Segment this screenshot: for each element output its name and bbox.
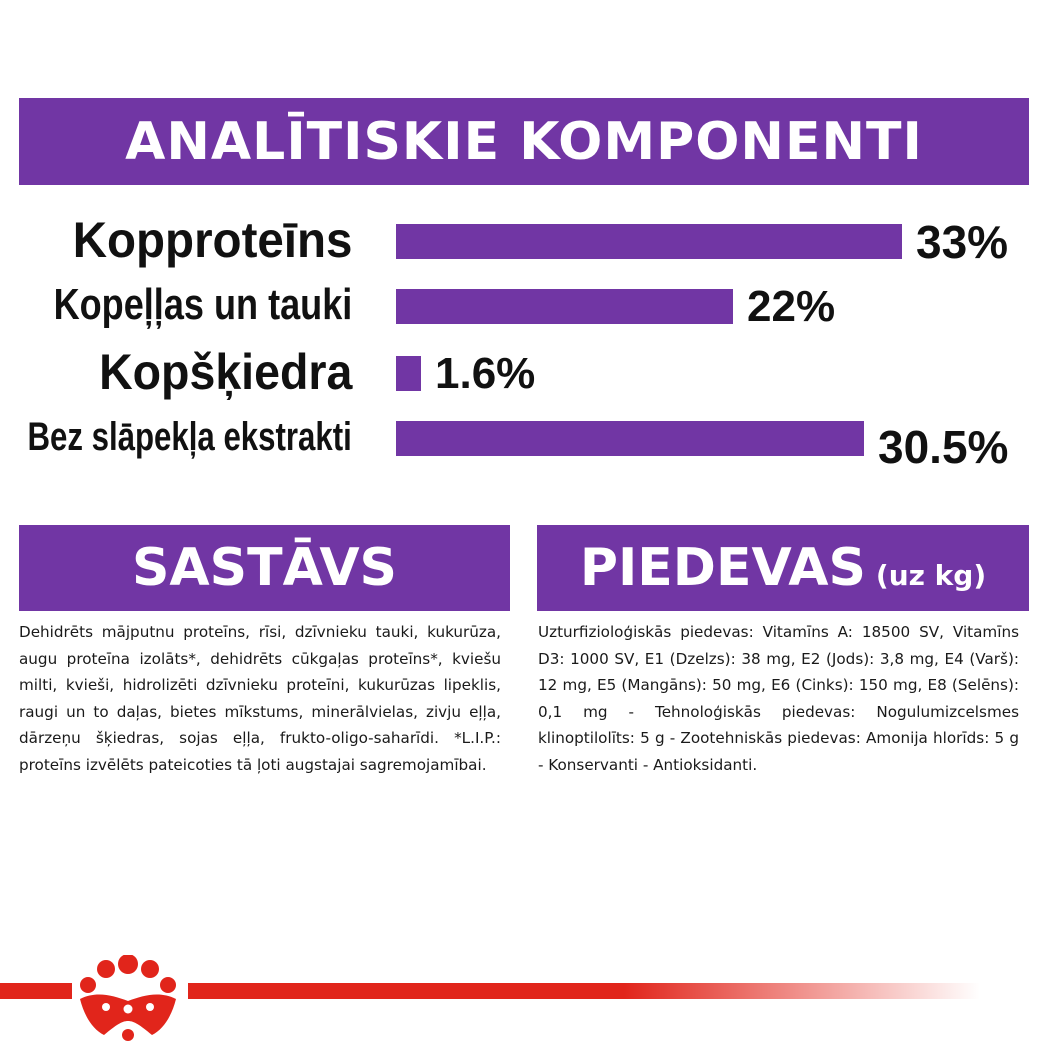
bar-value-label: 33% [916, 215, 1009, 268]
bar-value-label: 30.5% [878, 420, 1009, 473]
bar [396, 421, 864, 456]
bar [396, 224, 902, 259]
analysis-title: ANALĪTISKIE KOMPONENTI [19, 98, 1029, 185]
additives-title-suffix: (uz kg) [875, 558, 987, 592]
bar-label: Kopproteīns [72, 211, 352, 268]
additives-text: Uzturfizioloģiskās piedevas: Vitamīns A: 18500 SV, Vitamīns D3: 1000 SV, E1 (Dzelzs): 38 mg, E2 (Jods): 3,8 mg, E4 (Varš): 12 mg, E5 (Mangāns): 50 mg, E6 (Cinks): 150 mg, E8 (Selēns): 0,1 mg - Tehnoloģiskās piedevas: Nogulumizcelsmes klinoptilolīts: 5 g - Zootehniskās piedevas: Amonija hlorīds: 5 g - Konservanti - Antioksidanti. [538, 623, 1019, 774]
footer-line-right [188, 983, 980, 999]
crown-icon [72, 955, 184, 1045]
bar-label: Kopšķiedra [98, 343, 352, 400]
composition-title: SASTĀVS [19, 525, 510, 611]
bar-value-label: 22% [747, 281, 836, 331]
bar-label: Kopeļļas un tauki [53, 279, 352, 329]
additives-title-banner [537, 525, 1029, 611]
additives-title: PIEDEVAS [579, 538, 866, 598]
bar-label: Bez slāpekļa ekstrakti [27, 414, 352, 459]
bar [396, 356, 421, 391]
bar-value-label: 1.6% [435, 348, 536, 398]
bar [396, 289, 733, 324]
composition-text: Dehidrēts mājputnu proteīns, rīsi, dzīvnieku tauki, kukurūza, augu proteīna izolāts*, dehidrēts cūkgaļas proteīns*, kviešu milti, kvieši, hidrolizēti dzīvnieku proteīni, kukurūzas lipeklis, raugi un to daļas, bietes mīkstums, minerālvielas, zivju eļļa, dārzeņu šķiedras, sojas eļļa, frukto-oligo-saharīdi. *L.I.P.: proteīns izvēlēts pateicoties tā ļoti augstajai sagremojamībai. [19, 623, 501, 774]
footer-line-left [0, 983, 72, 999]
